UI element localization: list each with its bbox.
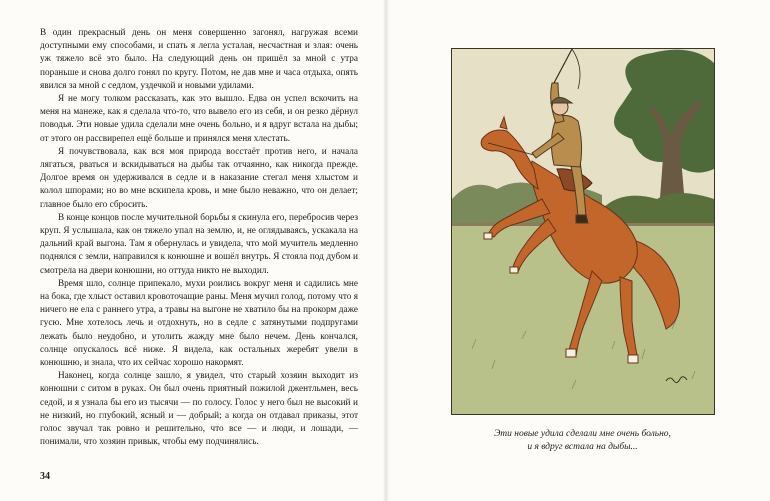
paragraph: В один прекрасный день он меня совершенно загонял, нагружая всеми доступными ему способами, и спать я легла усталая, несчастная и злая: очень уж тяжело всё это было. На следующий день он пришёл за мной с утра пораньше и снова долго гонял по кругу. Потом, не дав мне и часа отдыха, опять явился за мной с седлом, уздечкой и новыми удилами. (40, 28, 358, 91)
rearing-horse-illustration (451, 48, 715, 415)
page-number: 34 (40, 471, 50, 482)
illustration-drawing (452, 49, 714, 414)
paragraph: Время шло, солнце припекало, мухи роились вокруг меня и садились мне на бока, где хлыст оставил кровоточащие раны. Меня мучил голод, потому что я ничего не ела с раннего утра, а травы на выгоне не хватило бы на прокорм даже гусю. Мне хотелось лечь и отдохнуть, но в седле с затянутыми подпругами лежать было неудобно, и утолить жажду мне было нечем. День кончался, солнце опускалось всё ниже. Я видела, как остальных жеребят увели в конюшню, и знала, что их сейчас хорошо накормят. (40, 278, 358, 369)
body-text (40, 27, 358, 450)
illustration-caption (440, 428, 725, 454)
paragraph: В конце концов после мучительной борьбы я скинула его, перебросив через круп. Я услышала, как он тяжело упал на землю, и, не оглядываясь, ускакала на дальний край выгона. Там я обернулась и увидела, что мой мучитель медленно поднялся с земли, направился к конюшне и вошёл внутрь. Я стояла под дубом и смотрела на двери конюшни, но оттуда никто не выходил. (40, 212, 358, 276)
paragraph: Я почувствовала, как вся моя природа восстаёт против него, и начала лягаться, рваться и вскидываться на дыбы так отчаянно, как никогда прежде. Долгое время он удерживался в седле и в наказание стегал меня хлыстом и колол шпорами; но во мне вскипела кровь, и мне было неважно, что он делает; главное было его сбросить. (40, 146, 358, 210)
right-page (418, 0, 770, 501)
book-gutter (383, 0, 389, 501)
caption-line-1: Эти новые удила сделали мне очень больно, (494, 429, 671, 439)
paragraph: Я не могу толком рассказать, как это вышло. Едва он успел вскочить на меня на манеже, как я сделала что-то, что вывело его из себя, и он резко дёрнул поводья. Эти новые удила сделали мне очень больно, и я вдруг встала на дыбы; от этого он рассвирепел ещё больше и принялся меня хлестать. (40, 94, 358, 144)
paragraph: Наконец, когда солнце зашло, я увидел, что старый хозяин выходит из конюшни с ситом в руках. Он был очень приятный пожилой джентльмен, весь седой, и я узнала бы его из тысячи — по голосу. Голос у него был не высокий и не низкий, но глубокий, ясный и — добрый; а когда он отдавал приказы, этот голос звучал так ровно и решительно, что все — и люди, и лошади, — понимали, что хозяин привык, чтобы ему подчинялись. (40, 371, 358, 448)
left-page (40, 27, 358, 487)
caption-line-2: и я вдруг встала на дыбы... (527, 442, 638, 452)
